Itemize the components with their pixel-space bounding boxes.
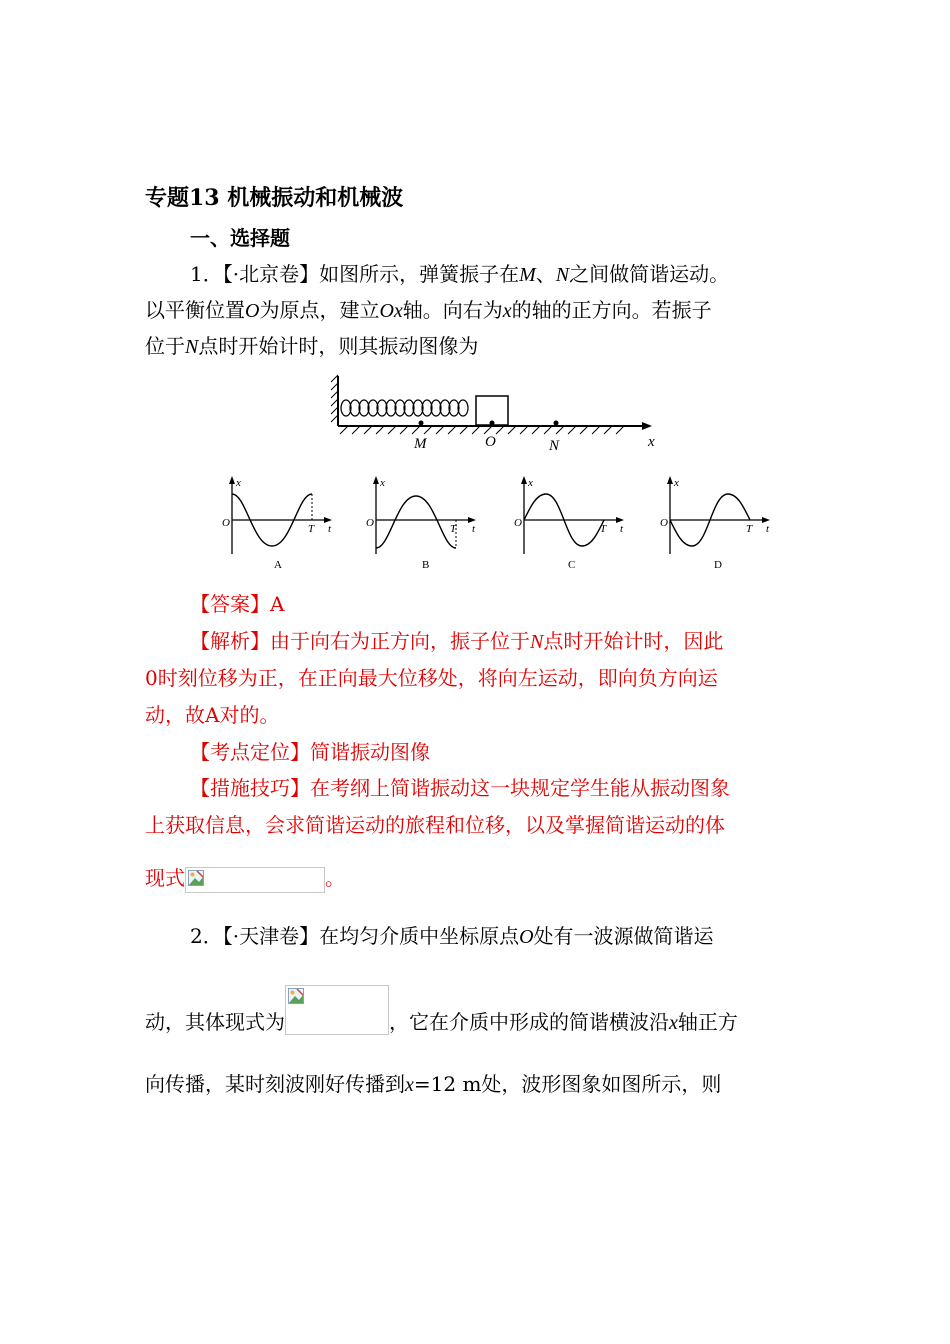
q2-text: 动，其体现式为 — [145, 1010, 285, 1034]
label-x: x — [648, 434, 655, 450]
q2-line-3 — [145, 1072, 721, 1097]
q2-text: =12 m处，波形图象如图所示，则 — [413, 1072, 722, 1096]
jiqiao-text: 。 — [325, 866, 345, 890]
graph-C — [508, 474, 632, 574]
y-label: x — [528, 477, 533, 489]
q2-text: 2．【·天津卷】在均匀介质中坐标原点 — [190, 924, 520, 948]
var-N: N — [530, 631, 544, 653]
point-M — [419, 421, 424, 426]
kaodian-line: 【考点定位】简谐振动图像 — [190, 740, 430, 764]
q2-text: 向传播，某时刻波刚好传播到 — [145, 1072, 405, 1096]
analysis-text: 【解析】由于向右为正方向，振子位于 — [190, 629, 530, 653]
q1-text: 1．【·北京卷】如图所示，弹簧振子在 — [190, 262, 520, 286]
q1-text: 点时开始计时，则其振动图像为 — [198, 334, 479, 358]
origin-label: O — [514, 517, 522, 529]
label-O: O — [485, 434, 496, 450]
origin-label: O — [222, 517, 230, 529]
y-arrow-icon — [667, 476, 673, 484]
var-O: O — [519, 926, 534, 948]
graph-B — [360, 474, 484, 574]
spring — [341, 400, 468, 416]
jiqiao-line-2: 上获取信息，会求简谐运动的旅程和位移，以及掌握简谐运动的体 — [145, 813, 725, 837]
q1-text: 之间做简谐运动。 — [569, 262, 730, 286]
t-label: t — [472, 523, 476, 535]
var-N: N — [555, 264, 570, 286]
point-O — [490, 421, 495, 426]
curve — [376, 496, 456, 548]
analysis-line-3: 动，故A对的。 — [145, 703, 280, 727]
origin-label: O — [366, 517, 374, 529]
q1-text: 位于 — [145, 334, 185, 358]
jiqiao-line-3 — [145, 866, 345, 893]
analysis-text: 点时开始计时，因此 — [543, 629, 724, 653]
y-label: x — [674, 477, 679, 489]
formula-image-placeholder — [185, 867, 325, 893]
ground-hatch — [340, 426, 624, 434]
section-heading: 一、选择题 — [190, 226, 290, 250]
label-N: N — [549, 438, 560, 454]
q1-line-3 — [145, 334, 478, 359]
y-arrow-icon — [521, 476, 527, 484]
graph-label: D — [714, 559, 722, 571]
analysis-line-1 — [190, 629, 723, 654]
jiqiao-text: 现式 — [145, 866, 185, 890]
formula-image-placeholder — [285, 985, 389, 1035]
q2-text: ，它在介质中形成的简谐横波沿 — [389, 1010, 669, 1034]
origin-label: O — [660, 517, 668, 529]
label-M: M — [414, 436, 427, 452]
graph-label: C — [568, 559, 576, 571]
y-arrow-icon — [373, 476, 379, 484]
graph-A — [216, 474, 340, 574]
y-label: x — [236, 477, 241, 489]
var-M: M — [519, 264, 536, 286]
var-x: x — [405, 1074, 414, 1096]
answer-line: 【答案】A — [190, 592, 285, 616]
wall-hatch — [331, 375, 338, 422]
graph-D — [654, 474, 778, 574]
period-label: T — [450, 523, 457, 535]
q2-text: 处有一波源做简谐运 — [533, 924, 714, 948]
t-label: t — [620, 523, 624, 535]
var-x: x — [669, 1012, 678, 1034]
var-N: N — [185, 336, 199, 358]
t-label: t — [328, 523, 332, 535]
spring-oscillator-figure — [330, 370, 670, 458]
q2-text: 轴正方 — [677, 1010, 738, 1034]
q2-line-1 — [190, 924, 714, 949]
var-O: O — [245, 300, 260, 322]
analysis-line-2: 0时刻位移为正，在正向最大位移处，将向左运动，即向负方向运 — [145, 666, 718, 690]
period-label: T — [600, 523, 607, 535]
y-arrow-icon — [229, 476, 235, 484]
x-axis-arrow-icon — [642, 422, 652, 430]
page-title: 专题13 机械振动和机械波 — [145, 185, 404, 211]
var-Ox: Ox — [379, 300, 403, 322]
broken-image-icon — [288, 988, 304, 1004]
period-label: T — [308, 523, 315, 535]
graph-label: A — [274, 559, 282, 571]
q1-text: 轴。向右为 — [402, 298, 503, 322]
jiqiao-line-1: 【措施技巧】在考纲上简谐振动这一块规定学生能从振动图象 — [190, 776, 730, 800]
t-label: t — [766, 523, 770, 535]
graph-label: B — [422, 559, 430, 571]
q1-text: 以平衡位置 — [145, 298, 245, 322]
var-x: x — [502, 300, 512, 322]
q1-text: 为原点，建立 — [259, 298, 380, 322]
q1-line-2 — [145, 298, 712, 323]
y-label: x — [380, 477, 385, 489]
q1-line-1 — [190, 262, 729, 287]
q1-sep: 、 — [535, 262, 556, 286]
q1-text: 的轴的正方向。若振子 — [511, 298, 712, 322]
broken-image-icon — [188, 870, 204, 886]
period-label: T — [746, 523, 753, 535]
point-N — [554, 421, 559, 426]
q2-line-2 — [145, 1010, 738, 1035]
